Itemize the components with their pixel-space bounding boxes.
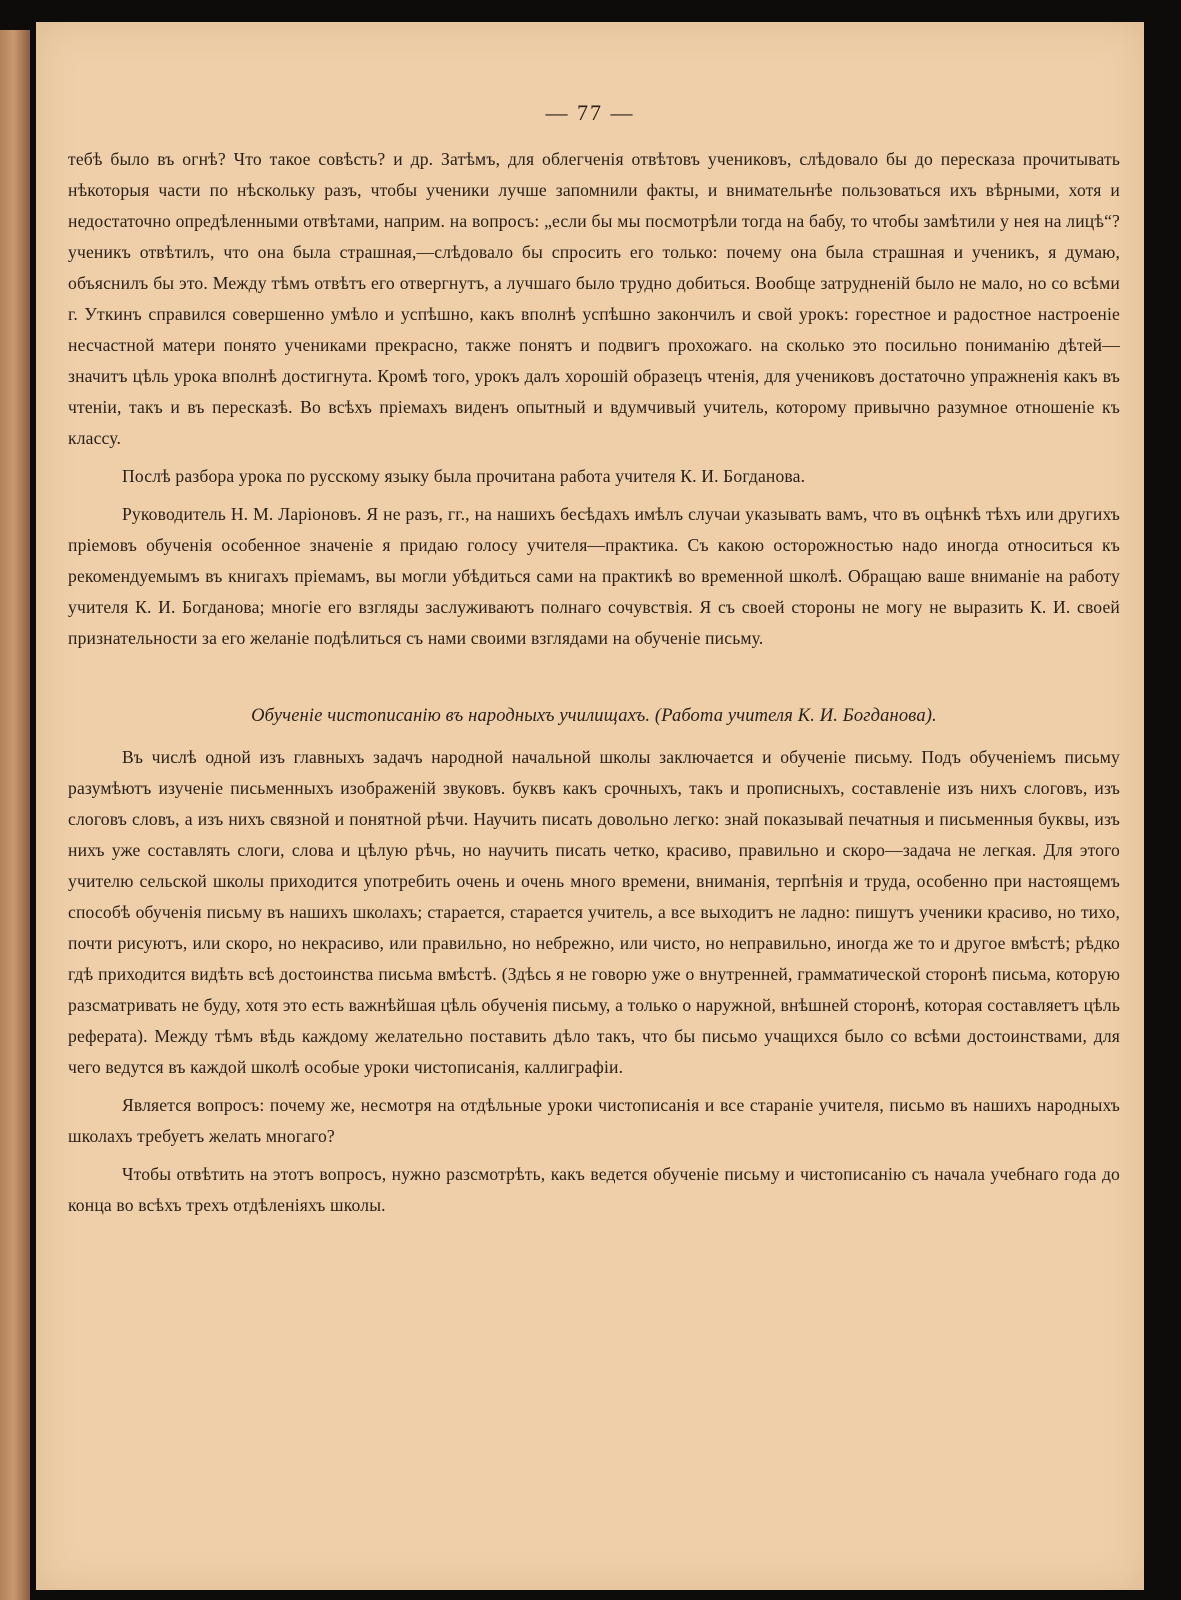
paragraph-5: Является вопросъ: почему же, несмотря на отдѣльные уроки чистописанія и все стараніе учителя, письмо въ нашихъ народныхъ школахъ требуетъ желать многаго? — [68, 1095, 1120, 1146]
section-heading-title: Обученіе чистописанію въ народныхъ училищахъ. — [251, 706, 651, 726]
page-text — [68, 144, 1120, 1221]
paragraph-4: Въ числѣ одной изъ главныхъ задачъ народной начальной школы заключается и обученіе письму. Подъ обученіемъ письму разумѣютъ изученіе письменныхъ изображеній звуковъ. буквъ какъ срочныхъ, такъ и прописныхъ, составленіе изъ нихъ слоговъ, изъ слоговъ словъ, а изъ нихъ связной и понятной рѣчи. Научить писать довольно легко: знай показывай печатныя и письменныя буквы, изъ нихъ уже составлять слоги, слова и цѣлую рѣчь, но научить писать четко, красиво, правильно и скоро—задача не легкая. Для этого учителю сельской школы приходится употребить очень и очень много времени, вниманія, терпѣнія и труда, особенно при настоящемъ способѣ обученія письму въ нашихъ школахъ; старается, старается учитель, а все выходитъ не ладно: пишутъ ученики красиво, но тихо, почти рисуютъ, или скоро, но некрасиво, или правильно, но небрежно, или чисто, но неправильно, иногда же то и другое вмѣстѣ; рѣдко гдѣ приходится видѣть всѣ достоинства письма вмѣстѣ. (Здѣсь я не говорю уже о внутренней, грамматической сторонѣ письма, которую разсматривать не буду, хотя это есть важнѣйшая цѣль обученія письму, а только о наружной, внѣшней сторонѣ, которая составляетъ цѣль реферата). Между тѣмъ вѣдь каждому желательно поставить дѣло такъ, что бы письмо учащихся было со всѣми достоинствами, для чего ведутся въ каждой школѣ особые уроки чистописанія, каллиграфіи. — [68, 747, 1120, 1077]
page-number: — 77 — — [545, 100, 635, 125]
paragraph-2: Послѣ разбора урока по русскому языку была прочитана работа учителя К. И. Богданова. — [122, 466, 806, 486]
section-heading-author: (Работа учителя К. И. Богданова). — [654, 706, 937, 726]
paragraph-6: Чтобы отвѣтить на этотъ вопросъ, нужно разсмотрѣть, какъ ведется обученіе письму и чистописанію съ начала учебнаго года до конца во всѣхъ трехъ отдѣленіяхъ школы. — [68, 1164, 1120, 1215]
book-page — [36, 22, 1144, 1590]
adjacent-page-edge — [0, 30, 30, 1600]
paragraph-3: Руководитель Н. М. Ларіоновъ. Я не разъ, гг., на нашихъ бесѣдахъ имѣлъ случаи указывать вамъ, что въ оцѣнкѣ тѣхъ или другихъ пріемовъ обученія особенное значеніе я придаю голосу учителя—практика. Съ какою осторожностью надо иногда относиться къ рекомендуемымъ въ книгахъ пріемамъ, вы могли убѣдиться сами на практикѣ во временной школѣ. Обращаю ваше вниманіе на работу учителя К. И. Богданова; многіе его взгляды заслуживаютъ полнаго сочувствія. Я съ своей стороны не могу не выразить К. И. своей признательности за его желаніе подѣлиться съ нами своими взглядами на обученіе письму. — [68, 504, 1120, 648]
paragraph-1: тебѣ было въ огнѣ? Что такое совѣсть? и др. Затѣмъ, для облегченія отвѣтовъ учениковъ, слѣдовало бы до пересказа прочитывать нѣкоторыя части по нѣскольку разъ, чтобы ученики лучше запомнили факты, и внимательнѣе пользоваться ихъ вѣрными, хотя и недостаточно опредѣленными отвѣтами, наприм. на вопросъ: „если бы мы посмотрѣли тогда на бабу, то чтобы замѣтили у нея на лицѣ“? ученикъ отвѣтилъ, что она была страшная,—слѣдовало бы спросить его только: почему она была страшная и ученикъ, я думаю, объяснилъ бы это. Между тѣмъ отвѣтъ его отвергнутъ, а лучшаго было трудно добиться. Вообще затрудненій было не мало, но со всѣми г. Уткинъ справился совершенно умѣло и успѣшно, какъ вполнѣ успѣшно закончилъ и свой урокъ: горестное и радостное настроеніе несчастной матери понято учениками прекрасно, также понятъ и подвигъ прохожаго. на сколько это посильно пониманію дѣтей—значитъ цѣль урока вполнѣ достигнута. Кромѣ того, урокъ далъ хорошій образецъ чтенія, для учениковъ достаточно упражненія какъ въ чтеніи, такъ и въ пересказѣ. Во всѣхъ пріемахъ виденъ опытный и вдумчивый учитель, которому привычно разумное отношеніе къ классу. — [68, 149, 1120, 448]
section-heading — [68, 701, 1120, 732]
